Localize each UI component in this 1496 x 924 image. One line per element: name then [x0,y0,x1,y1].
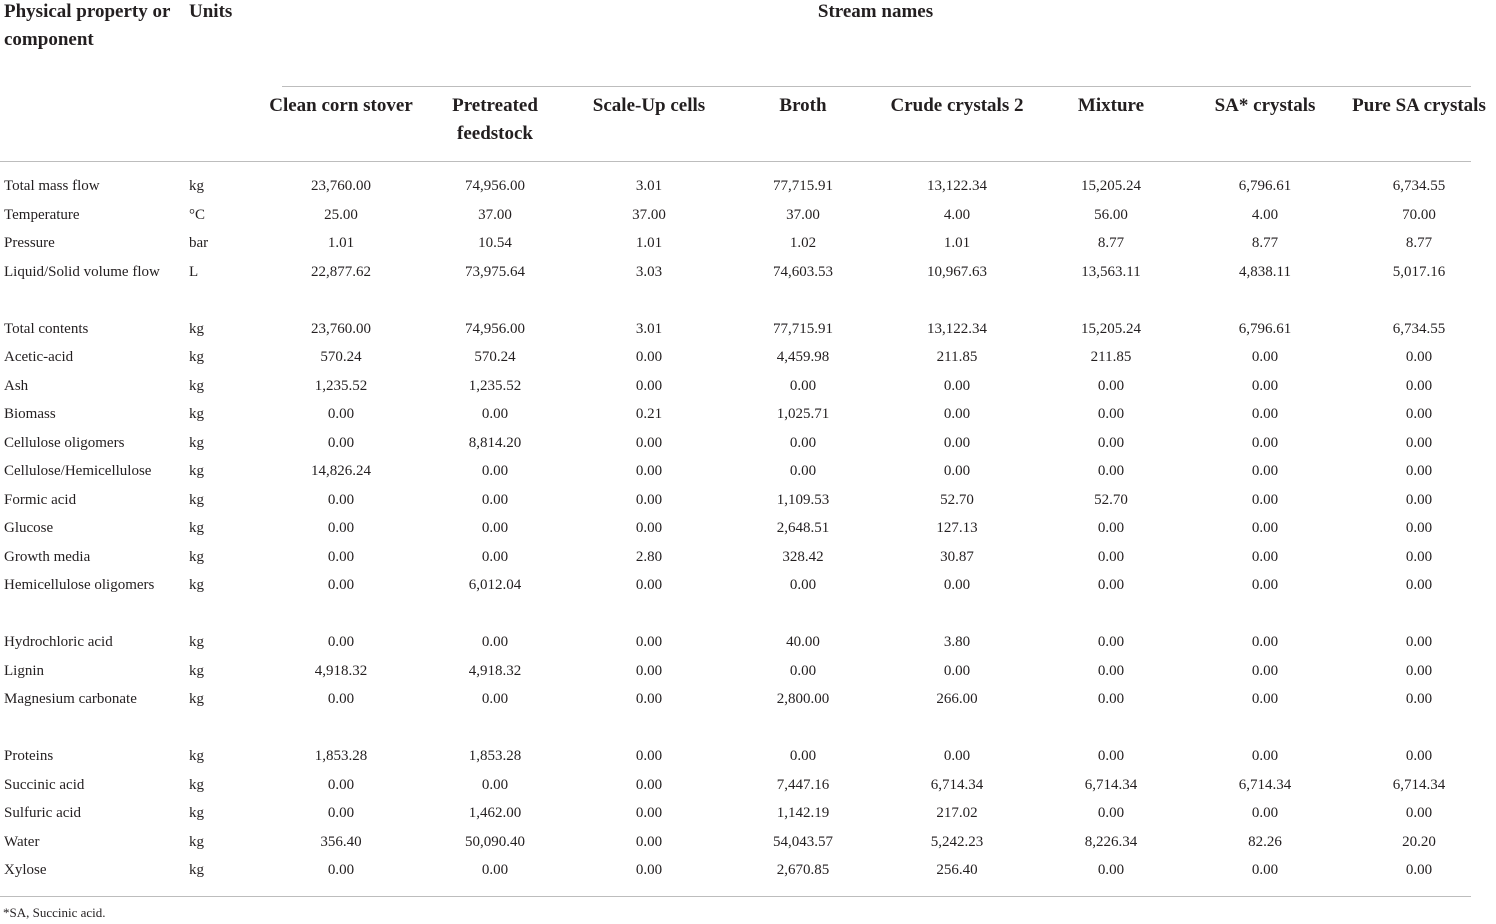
table-cell: 4.00 [943,206,971,223]
table-cell: 8,814.20 [468,434,522,451]
header-property: Physical property or component [4,1,171,50]
table-cell: 74,956.00 [465,178,525,194]
column-header-sa-crystals: SA* crystals [1214,95,1316,116]
table-cell: 1.02 [789,235,817,251]
table-cell: 0.00 [481,463,509,479]
table-cell: 0.00 [789,577,817,593]
table-cell: 7,447.16 [776,776,830,793]
table-cell: 0.00 [1405,691,1433,707]
row-label: Hydrochloric acid [4,634,113,650]
row-unit: kg [189,178,204,194]
table-row [0,400,1471,429]
table-row [0,799,1471,828]
table-cell: 13,563.11 [1081,263,1141,280]
table-cell: 1,853.28 [314,748,368,764]
table-cell: 4,918.32 [468,662,522,679]
table-cell: 0.00 [1405,748,1433,764]
table-cell: 256.40 [936,862,978,878]
table-cell: 73,975.64 [465,263,525,280]
table-cell: 0.00 [1251,349,1279,365]
table-cell: 0.00 [635,833,663,850]
table-cell: 0.00 [789,377,817,394]
table-cell: 0.00 [327,776,355,793]
table-row [0,372,1471,401]
row-unit: kg [189,662,204,679]
table-cell: 6,734.55 [1392,178,1446,194]
table-cell: 25.00 [324,206,358,223]
table-cell: 0.00 [1097,377,1125,394]
header-stream-names: Stream names [817,1,934,22]
table-cell: 0.00 [635,691,663,707]
table-cell: 0.00 [635,634,663,650]
table-cell: 211.85 [936,349,978,365]
row-label: Xylose [4,862,47,878]
table-cell: 0.00 [635,520,663,536]
row-label: Hemicellulose oligomers [4,577,155,593]
table-cell: 0.00 [1251,662,1279,679]
table-row [0,571,1471,628]
table-cell: 0.00 [481,548,509,565]
table-cell: 0.00 [481,491,509,508]
table-cell: 0.00 [1405,406,1433,422]
table-cell: 0.00 [1097,577,1125,593]
table-cell: 0.00 [1251,805,1279,821]
table-cell: 570.24 [474,349,516,365]
table-cell: 1,025.71 [776,406,830,422]
table-cell: 0.00 [327,577,355,593]
table-cell: 77,715.91 [773,178,833,194]
table-cell: 37.00 [786,206,820,223]
table-row [0,828,1471,857]
row-unit: kg [189,434,204,451]
table-cell: 0.00 [1097,434,1125,451]
table-cell: 3.80 [943,634,971,650]
table-cell: 40.00 [786,634,820,650]
table-row [0,229,1471,258]
row-unit: kg [189,776,204,793]
row-label: Formic acid [4,491,77,508]
table-cell: 328.42 [782,548,824,565]
table-cell: 0.00 [1251,520,1279,536]
table-cell: 0.00 [481,406,509,422]
row-label: Sulfuric acid [4,805,82,821]
table-cell: 13,122.34 [927,178,987,194]
table-row [0,201,1471,230]
table-cell: 4,918.32 [314,662,368,679]
row-unit: kg [189,805,204,821]
table-cell: 356.40 [320,833,362,850]
table-cell: 8,226.34 [1084,833,1138,850]
table-cell: 23,760.00 [311,178,371,194]
table-cell: 0.00 [1405,805,1433,821]
table-cell: 1,235.52 [314,377,368,394]
table-body [0,172,1471,885]
table-cell: 0.00 [327,520,355,536]
table-cell: 0.00 [327,434,355,451]
table-cell: 8.77 [1097,235,1125,251]
table-row [0,771,1471,800]
table-cell: 0.00 [1405,377,1433,394]
table-cell: 77,715.91 [773,320,833,337]
table-cell: 0.00 [943,377,971,394]
table-cell: 0.00 [327,634,355,650]
row-label: Acetic-acid [4,349,74,365]
table-cell: 74,603.53 [773,263,833,280]
row-label: Total contents [4,320,89,337]
table-cell: 30.87 [940,548,974,565]
table-cell: 23,760.00 [311,320,371,337]
table-cell: 0.00 [1097,862,1125,878]
table-cell: 1,853.28 [468,748,522,764]
row-unit: kg [189,463,204,479]
table-row [0,543,1471,572]
table-cell: 0.00 [635,862,663,878]
table-cell: 15,205.24 [1081,178,1141,194]
row-label: Succinic acid [4,776,85,793]
column-header-pure-sa-crystals: Pure SA crystals [1352,95,1486,116]
table-cell: 3.03 [635,263,663,280]
table-cell: 0.00 [1405,491,1433,508]
table-cell: 2,648.51 [776,520,830,536]
table-cell: 0.00 [1097,662,1125,679]
table-cell: 56.00 [1094,206,1128,223]
row-unit: kg [189,377,204,394]
table-cell: 0.00 [481,862,509,878]
row-label: Cellulose oligomers [4,434,125,451]
table-cell: 0.00 [1251,491,1279,508]
table-row [0,486,1471,515]
table-cell: 0.00 [327,491,355,508]
table-cell: 6,796.61 [1238,320,1292,337]
table-cell: 0.00 [635,662,663,679]
group-header-rule [282,86,1471,87]
table-cell: 5,017.16 [1392,263,1446,280]
row-label: Temperature [4,206,80,223]
table-cell: 0.00 [943,463,971,479]
table-cell: 0.00 [1405,577,1433,593]
table-cell: 1.01 [635,235,663,251]
table-cell: 4,459.98 [776,349,830,365]
table-cell: 0.00 [635,463,663,479]
row-unit: kg [189,491,204,508]
table-cell: 0.00 [1097,463,1125,479]
table-row [0,514,1471,543]
table-cell: 0.00 [1251,377,1279,394]
table-cell: 6,714.34 [930,776,984,793]
table-cell: 1,109.53 [776,491,830,508]
table-cell: 37.00 [632,206,666,223]
table-cell: 0.00 [1251,548,1279,565]
table-cell: 20.20 [1402,833,1436,850]
row-label: Liquid/Solid volume flow [4,263,160,280]
table-cell: 0.00 [635,748,663,764]
table-cell: 0.00 [327,548,355,565]
table-cell: 8.77 [1405,235,1433,251]
table-cell: 2,800.00 [776,691,830,707]
table-row [0,343,1471,372]
table-cell: 6,714.34 [1084,776,1138,793]
table-cell: 0.00 [943,434,971,451]
table-cell: 6,796.61 [1238,178,1292,194]
table-cell: 0.00 [1097,548,1125,565]
row-label: Magnesium carbonate [4,691,137,707]
table-cell: 0.00 [1405,862,1433,878]
table-cell: 266.00 [936,691,978,707]
table-cell: 0.00 [327,862,355,878]
table-cell: 0.00 [481,520,509,536]
table-cell: 0.00 [943,406,971,422]
table-cell: 0.00 [1097,748,1125,764]
row-unit: °C [189,206,206,223]
row-label: Water [4,833,40,850]
table-cell: 0.00 [1251,434,1279,451]
row-label: Lignin [4,662,44,679]
table-cell: 0.00 [327,406,355,422]
column-header-crude-crystals-2: Crude crystals 2 [890,95,1024,116]
table-cell: 3.01 [635,178,663,194]
table-row [0,315,1471,344]
table-row [0,742,1471,771]
header-units: Units [189,1,233,22]
table-cell: 0.21 [635,406,663,422]
row-label: Total mass flow [4,178,100,194]
table-cell: 0.00 [1405,662,1433,679]
row-label: Proteins [4,748,54,764]
table-cell: 0.00 [789,463,817,479]
table-cell: 4,838.11 [1239,263,1291,280]
table-row [0,685,1471,742]
table-cell: 54,043.57 [773,833,833,850]
table-cell: 0.00 [1251,862,1279,878]
table-cell: 0.00 [1251,634,1279,650]
table-cell: 15,205.24 [1081,320,1141,337]
table-cell: 0.00 [635,434,663,451]
table-cell: 1,462.00 [468,805,522,821]
row-unit: kg [189,833,204,850]
table-cell: 2,670.85 [776,862,830,878]
table-cell: 1.01 [327,235,355,251]
row-unit: L [189,263,199,280]
table-cell: 37.00 [478,206,512,223]
table-cell: 217.02 [936,805,978,821]
row-unit: kg [189,748,204,764]
table-cell: 0.00 [789,748,817,764]
row-unit: bar [189,235,209,251]
table-cell: 0.00 [1251,691,1279,707]
table-cell: 1,142.19 [776,805,830,821]
table-cell: 70.00 [1402,206,1436,223]
table-cell: 0.00 [1251,406,1279,422]
table-cell: 4.00 [1251,206,1279,223]
table-cell: 0.00 [1097,520,1125,536]
table-cell: 0.00 [1251,748,1279,764]
table-row [0,628,1471,657]
header-bottom-rule [0,161,1471,162]
table-cell: 22,877.62 [311,263,371,280]
table-cell: 10,967.63 [927,263,987,280]
table-cell: 0.00 [1097,634,1125,650]
table-cell: 0.00 [327,805,355,821]
table-cell: 211.85 [1090,349,1132,365]
row-unit: kg [189,634,204,650]
table-cell: 3.01 [635,320,663,337]
table-cell: 0.00 [1405,548,1433,565]
column-header-broth: Broth [779,95,827,116]
table-cell: 0.00 [943,748,971,764]
row-label: Glucose [4,520,54,536]
table-cell: 127.13 [936,520,978,536]
table-cell: 52.70 [940,491,974,508]
table-cell: 0.00 [635,377,663,394]
table-cell: 13,122.34 [927,320,987,337]
table-cell: 0.00 [1251,463,1279,479]
table-cell: 1,235.52 [468,377,522,394]
table-cell: 50,090.40 [465,833,525,850]
column-header-pretreated-feedstock: Pretreated feedstock [452,95,538,144]
table-cell: 82.26 [1248,833,1282,850]
table-cell: 0.00 [1405,434,1433,451]
table-cell: 0.00 [789,662,817,679]
row-label: Pressure [4,235,55,251]
footnote: *SA, Succinic acid. [3,905,106,920]
table-cell: 0.00 [1405,520,1433,536]
row-label: Cellulose/Hemicellulose [4,463,152,479]
table-cell: 2.80 [635,548,663,565]
table-cell: 0.00 [1251,577,1279,593]
row-label: Growth media [4,548,91,565]
table-cell: 6,714.34 [1392,776,1446,793]
table-cell: 0.00 [635,805,663,821]
table-cell: 6,734.55 [1392,320,1446,337]
table-cell: 0.00 [1097,805,1125,821]
table-row [0,429,1471,458]
table-cell: 0.00 [481,634,509,650]
table-cell: 0.00 [789,434,817,451]
table-cell: 0.00 [1097,406,1125,422]
table-row [0,457,1471,486]
column-header-scale-up-cells: Scale-Up cells [592,95,706,116]
table-cell: 8.77 [1251,235,1279,251]
table-cell: 74,956.00 [465,320,525,337]
row-unit: kg [189,320,204,337]
table-cell: 0.00 [1405,463,1433,479]
row-label: Biomass [4,406,56,422]
table-row [0,657,1471,686]
row-label: Ash [4,377,29,394]
row-unit: kg [189,577,204,593]
table-row [0,856,1471,885]
table-cell: 0.00 [635,577,663,593]
table-cell: 0.00 [481,776,509,793]
table-cell: 0.00 [635,491,663,508]
table-row [0,258,1471,315]
table-cell: 0.00 [481,691,509,707]
table-cell: 10.54 [478,235,512,251]
row-unit: kg [189,520,204,536]
table-cell: 14,826.24 [311,463,371,479]
table-cell: 0.00 [943,577,971,593]
table-cell: 0.00 [327,691,355,707]
row-unit: kg [189,548,204,565]
table-cell: 0.00 [635,776,663,793]
column-header-mixture: Mixture [1077,95,1145,116]
table-cell: 5,242.23 [930,833,984,850]
table-cell: 6,714.34 [1238,776,1292,793]
table-cell: 0.00 [1405,634,1433,650]
table-cell: 0.00 [943,662,971,679]
table-cell: 52.70 [1094,491,1128,508]
row-unit: kg [189,349,204,365]
table-cell: 0.00 [635,349,663,365]
column-header-clean-corn-stover: Clean corn stover [269,95,413,116]
table-row [0,172,1471,201]
row-unit: kg [189,691,204,707]
row-unit: kg [189,406,204,422]
table-cell: 1.01 [943,235,971,251]
table-cell: 0.00 [1097,691,1125,707]
table-bottom-rule [0,896,1471,897]
row-unit: kg [189,862,204,878]
table-cell: 6,012.04 [468,577,522,593]
table-cell: 570.24 [320,349,362,365]
table-cell: 0.00 [1405,349,1433,365]
